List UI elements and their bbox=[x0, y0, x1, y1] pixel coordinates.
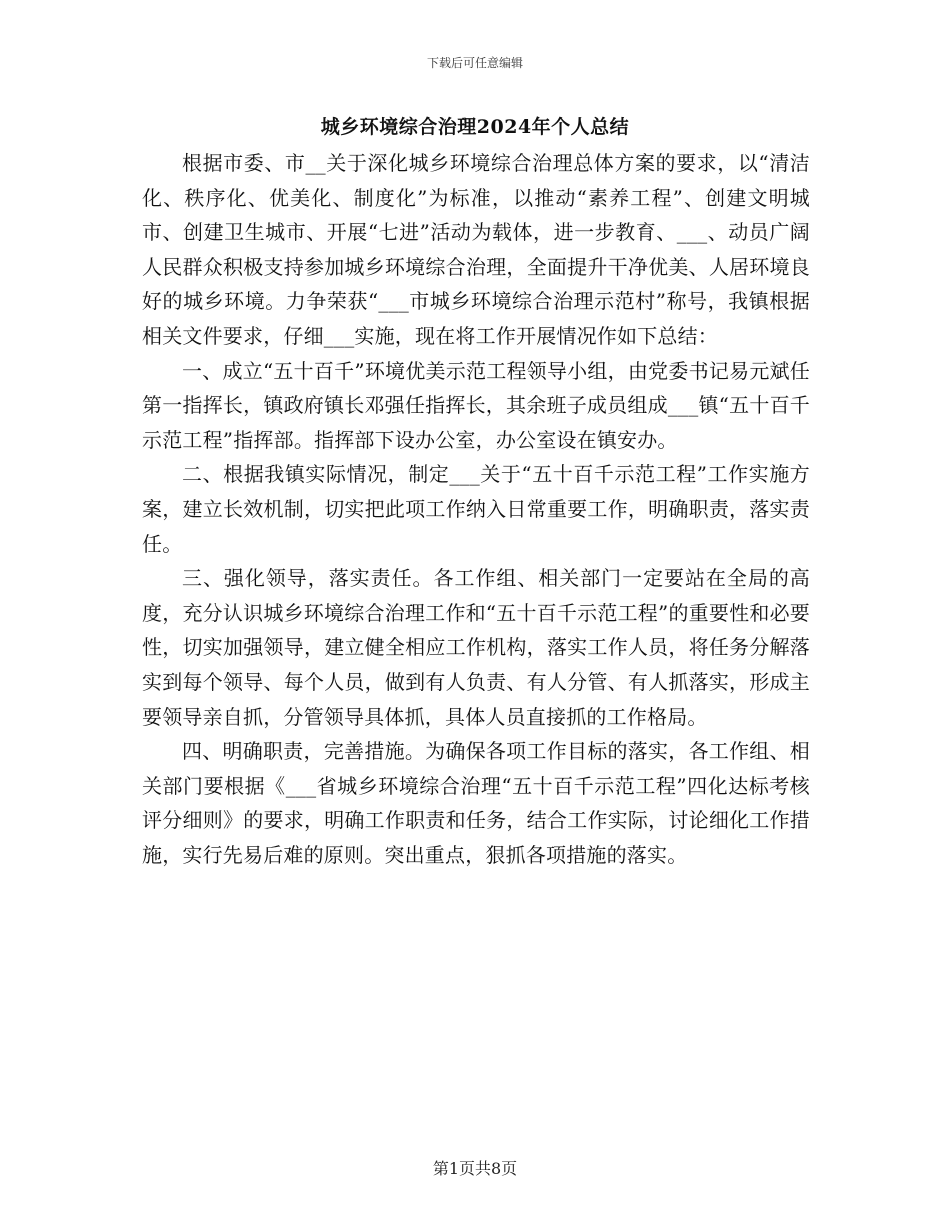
document-body bbox=[142, 146, 810, 872]
paragraph-intro: 根据市委、市__关于深化城乡环境综合治理总体方案的要求，以“清洁化、秩序化、优美化、制度化”为标准，以推动“素养工程”、创建文明城市、创建卫生城市、开展“七进”活动为载体，进一步教育、___、动员广阔人民群众积极支持参加城乡环境综合治理，全面提升干净优美、人居环境良好的城乡环境。力争荣获“___市城乡环境综合治理示范村”称号，我镇根据相关文件要求，仔细___实施，现在将工作开展情况作如下总结： bbox=[142, 151, 810, 348]
page-number-footer: 第1页共8页 bbox=[432, 1159, 518, 1178]
paragraph-section-2: 二、根据我镇实际情况，制定___关于“五十百千示范工程”工作实施方案，建立长效机制，切实把此项工作纳入日常重要工作，明确职责，落实责任。 bbox=[142, 462, 810, 556]
header-note: 下载后可任意编辑 bbox=[426, 56, 523, 70]
paragraph-section-1: 一、成立“五十百千”环境优美示范工程领导小组，由党委书记易元斌任第一指挥长，镇政府镇长邓强任指挥长，其余班子成员组成___镇“五十百千示范工程”指挥部。指挥部下设办公室，办公室设在镇安办。 bbox=[142, 358, 810, 452]
document-title: 城乡环境综合治理2024年个人总结 bbox=[320, 116, 630, 138]
paragraph-section-3: 三、强化领导，落实责任。各工作组、相关部门一定要站在全局的高度，充分认识城乡环境综合治理工作和“五十百千示范工程”的重要性和必要性，切实加强领导，建立健全相应工作机构，落实工作人员，将任务分解落实到每个领导、每个人员，做到有人负责、有人分管、有人抓落实，形成主要领导亲自抓，分管领导具体抓，具体人员直接抓的工作格局。 bbox=[142, 566, 810, 729]
paragraph-section-4: 四、明确职责，完善措施。为确保各项工作目标的落实，各工作组、相关部门要根据《___省城乡环境综合治理“五十百千示范工程”四化达标考核评分细则》的要求，明确工作职责和任务，结合工作实际，讨论细化工作措施，实行先易后难的原则。突出重点，狠抓各项措施的落实。 bbox=[142, 739, 810, 867]
